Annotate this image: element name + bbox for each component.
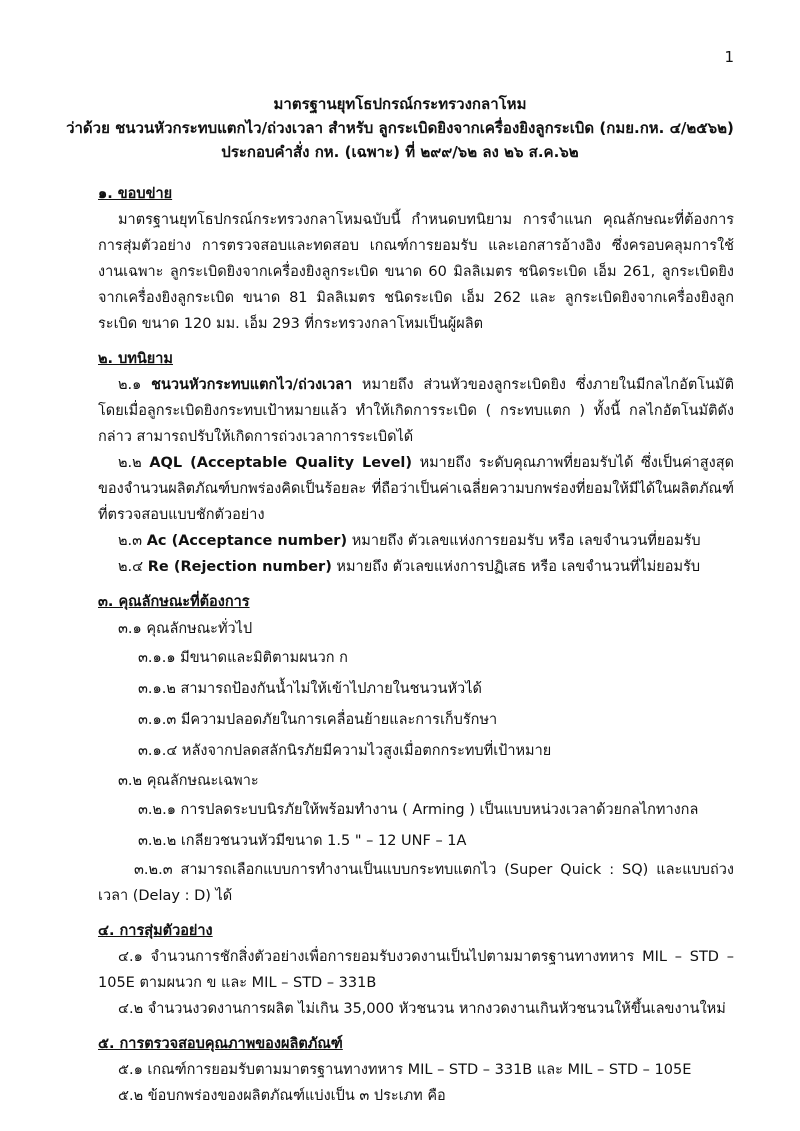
section-heading: ๓. คุณลักษณะที่ต้องการ bbox=[98, 594, 250, 610]
definition-term: Re (Rejection number) bbox=[147, 559, 332, 575]
specific-characteristics-title: ๓.๒ คุณลักษณะเฉพาะ bbox=[118, 773, 259, 789]
section-requirements bbox=[98, 590, 734, 909]
title-line-2: ว่าด้วย ชนวนหัวกระทบแตกไว/ถ่วงเวลา สำหรับ ลูกระเบิดยิงจากเครื่องยิงลูกระเบิด (กมย.กห. ๔/๒๕๖๒) bbox=[66, 119, 734, 137]
sampling-item: ๔.๒ จำนวนงวดงานการผลิต ไม่เกิน 35,000 หัวชนวน หากงวดงานเกินหัวชนวนให้ขึ้นเลขงานใหม่ bbox=[118, 1001, 726, 1017]
general-characteristics-title: ๓.๑ คุณลักษณะทั่วไป bbox=[118, 621, 253, 637]
definition-item bbox=[98, 554, 734, 580]
title-line-1: มาตรฐานยุทโธปกรณ์กระทรวงกลาโหม bbox=[273, 95, 527, 113]
definition-number: ๒.๔ bbox=[118, 559, 144, 575]
document-body bbox=[98, 182, 734, 1119]
definition-number: ๒.๓ bbox=[118, 533, 143, 549]
definition-text: หมายถึง ตัวเลขแห่งการยอมรับ หรือ เลขจำนวนที่ยอมรับ bbox=[347, 533, 701, 549]
definition-text: หมายถึง ตัวเลขแห่งการปฏิเสธ หรือ เลขจำนวนที่ไม่ยอมรับ bbox=[331, 559, 701, 575]
definition-term: ชนวนหัวกระทบแตกไว/ถ่วงเวลา bbox=[151, 377, 353, 393]
specific-item: ๓.๒.๑ การปลดระบบนิรภัยให้พร้อมทำงาน ( Arming ) เป็นแบบหน่วงเวลาด้วยกลไกทางกล bbox=[138, 802, 699, 818]
scope-paragraph: มาตรฐานยุทโธปกรณ์กระทรวงกลาโหมฉบับนี้ กำหนดบทนิยาม การจำแนก คุณลักษณะที่ต้องการ การสุ่มตัวอย่าง การตรวจสอบและทดสอบ เกณฑ์การยอมรับ และเอกสารอ้างอิง ซึ่งครอบคลุมการใช้งานเฉพาะ ลูกระเบิดยิงจากเครื่องยิงลูกระเบิด ขนาด 60 มิลลิเมตร ชนิดระเบิด เอ็ม 261, ลูกระเบิดยิงจากเครื่องยิงลูกระเบิด ขนาด 81 มิลลิเมตร ชนิดระเบิด เอ็ม 262 และ ลูกระเบิดยิงจากเครื่องยิงลูกระเบิด ขนาด 120 มม. เอ็ม 293 ที่กระทรวงกลาโหมเป็นผู้ผลิต bbox=[98, 212, 734, 332]
specific-item: ๓.๒.๒ เกลียวชนวนหัวมีขนาด 1.5 " – 12 UNF – 1A bbox=[138, 833, 467, 849]
section-quality-inspection bbox=[98, 1032, 734, 1109]
general-item: ๓.๑.๔ หลังจากปลดสลักนิรภัยมีความไวสูงเมื่อตกกระทบที่เป้าหมาย bbox=[138, 743, 552, 759]
inspection-item: ๕.๒ ข้อบกพร่องของผลิตภัณฑ์แบ่งเป็น ๓ ประเภท คือ bbox=[118, 1088, 446, 1104]
definition-item bbox=[98, 372, 734, 450]
section-sampling bbox=[98, 919, 734, 1022]
definition-text: หมายถึง ส่วนหัวของลูกระเบิดยิง ซึ่งภายในมีกลไกอัตโนมัติ โดยเมื่อลูกระเบิดยิงกระทบเป้าหมายแล้ว ทำให้เกิดการระเบิด ( กระทบแตก ) ทั้งนี้ กลไกอัตโนมัติดังกล่าว สามารถปรับให้เกิดการถ่วงเวลาการระเบิดได้ bbox=[98, 377, 734, 445]
title-line-3: ประกอบคำสั่ง กห. (เฉพาะ) ที่ ๒๙๙/๖๒ ลง ๒๖ ส.ค.๖๒ bbox=[221, 143, 579, 161]
definition-number: ๒.๒ bbox=[118, 455, 142, 471]
section-heading: ๒. บทนิยาม bbox=[98, 351, 173, 367]
section-definitions bbox=[98, 347, 734, 580]
inspection-item: ๕.๑ เกณฑ์การยอมรับตามมาตรฐานทางทหาร MIL – STD – 331B และ MIL – STD – 105E bbox=[118, 1062, 692, 1078]
definition-item bbox=[98, 450, 734, 528]
definition-item bbox=[98, 528, 734, 554]
specific-item: ๓.๒.๓ สามารถเลือกแบบการทำงานเป็นแบบกระทบแตกไว (Super Quick : SQ) และแบบถ่วงเวลา (Delay : D) ได้ bbox=[98, 862, 734, 904]
general-item: ๓.๑.๑ มีขนาดและมิติตามผนวก ก bbox=[138, 650, 348, 666]
definition-number: ๒.๑ bbox=[118, 377, 142, 393]
page-number: 1 bbox=[724, 48, 734, 66]
section-heading: ๔. การสุ่มตัวอย่าง bbox=[98, 923, 213, 939]
section-scope bbox=[98, 182, 734, 337]
general-item: ๓.๑.๒ สามารถป้องกันน้ำไม่ให้เข้าไปภายในชนวนหัวได้ bbox=[138, 681, 482, 697]
sampling-item: ๔.๑ จำนวนการชักสิ่งตัวอย่างเพื่อการยอมรับงวดงานเป็นไปตามมาตรฐานทางทหาร MIL – STD – 105E ตามผนวก ข และ MIL – STD – 331B bbox=[98, 949, 734, 991]
section-heading: ๕. การตรวจสอบคุณภาพของผลิตภัณฑ์ bbox=[98, 1036, 343, 1052]
definition-term: Ac (Acceptance number) bbox=[146, 533, 348, 549]
general-item: ๓.๑.๓ มีความปลอดภัยในการเคลื่อนย้ายและการเก็บรักษา bbox=[138, 712, 498, 728]
document-title bbox=[0, 92, 800, 164]
definition-term: AQL (Acceptable Quality Level) bbox=[149, 455, 412, 471]
definition-text: หมายถึง ระดับคุณภาพที่ยอมรับได้ ซึ่งเป็นค่าสูงสุดของจำนวนผลิตภัณฑ์บกพร่องคิดเป็นร้อยละ ที่ถือว่าเป็นค่าเฉลี่ยความบกพร่องที่ยอมให้มีได้ในผลิตภัณฑ์ที่ตรวจสอบแบบชักตัวอย่าง bbox=[98, 455, 734, 523]
section-heading: ๑. ขอบข่าย bbox=[98, 186, 173, 202]
